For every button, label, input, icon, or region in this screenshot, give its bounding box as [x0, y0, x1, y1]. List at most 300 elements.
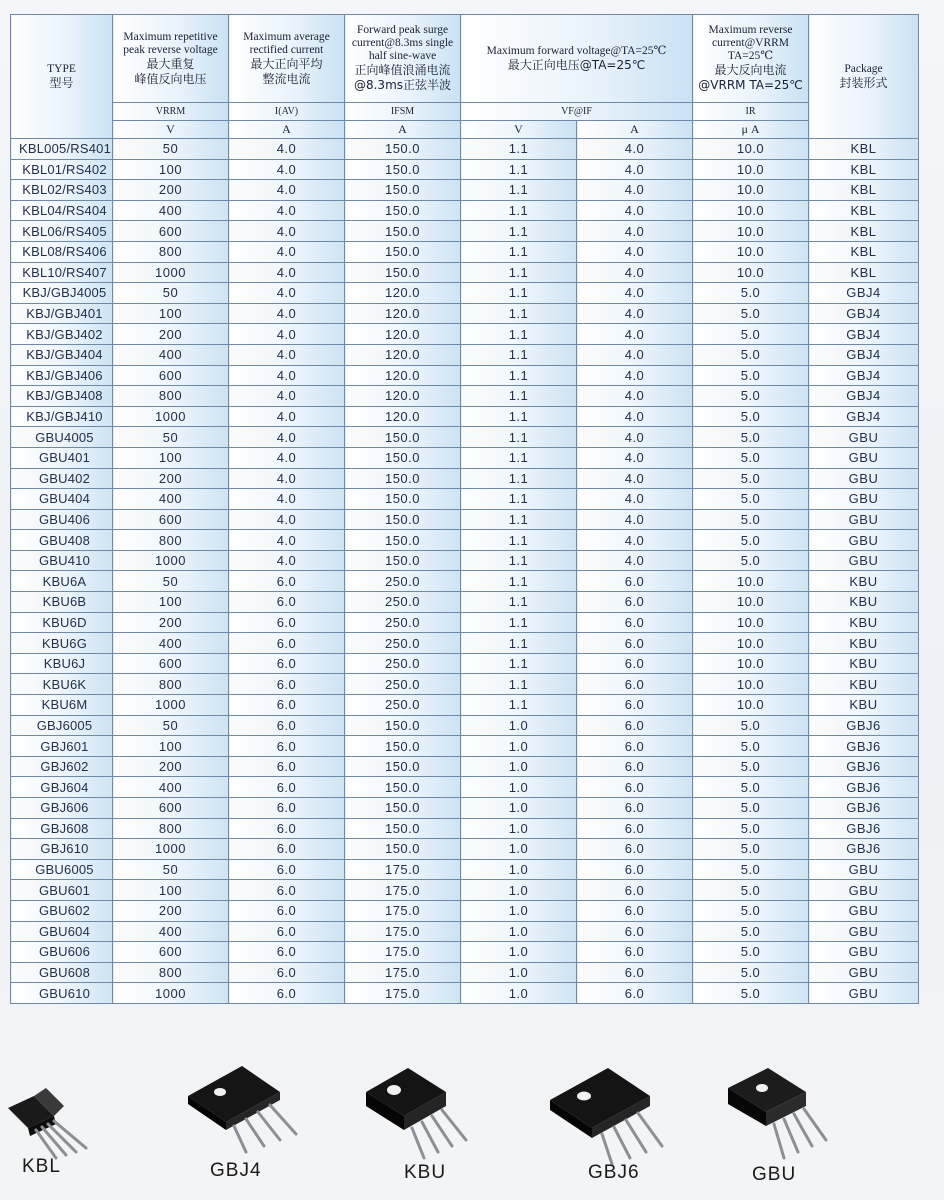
cell-vf: 1.1: [461, 386, 577, 407]
cell-ifsm: 150.0: [345, 489, 461, 510]
table-row: [11, 777, 919, 798]
cell-ifsm: 250.0: [345, 674, 461, 695]
cell-type: KBL02/RS403: [11, 180, 113, 201]
symbol-iav: I(AV): [229, 103, 345, 121]
table-row: [11, 159, 919, 180]
cell-vf: 1.0: [461, 900, 577, 921]
cell-iav: 6.0: [229, 798, 345, 819]
table-row: [11, 324, 919, 345]
cell-type: KBL04/RS404: [11, 200, 113, 221]
cell-type: GBU602: [11, 900, 113, 921]
cell-iav: 6.0: [229, 859, 345, 880]
cell-vf: 1.0: [461, 736, 577, 757]
kbu-package-icon: [360, 1042, 480, 1162]
cell-vrrm: 200: [113, 756, 229, 777]
cell-ir: 5.0: [693, 550, 809, 571]
cell-iav: 4.0: [229, 468, 345, 489]
cell-ir: 5.0: [693, 715, 809, 736]
cell-package: KBU: [809, 674, 919, 695]
cell-if: 4.0: [577, 365, 693, 386]
cell-if: 4.0: [577, 200, 693, 221]
table-row: [11, 756, 919, 777]
cell-vf: 1.1: [461, 530, 577, 551]
cell-if: 4.0: [577, 324, 693, 345]
cell-vrrm: 200: [113, 324, 229, 345]
cell-ir: 5.0: [693, 489, 809, 510]
cell-ir: 10.0: [693, 221, 809, 242]
table-row: [11, 633, 919, 654]
cell-if: 4.0: [577, 489, 693, 510]
cell-iav: 4.0: [229, 509, 345, 530]
cell-vf: 1.1: [461, 447, 577, 468]
package-label-kbu: KBU: [404, 1162, 447, 1183]
cell-package: GBU: [809, 962, 919, 983]
package-header-en: Package: [844, 62, 883, 75]
cell-iav: 4.0: [229, 262, 345, 283]
cell-vrrm: 100: [113, 880, 229, 901]
cell-ir: 10.0: [693, 674, 809, 695]
cell-ir: 5.0: [693, 283, 809, 304]
cell-iav: 6.0: [229, 592, 345, 613]
ir-header-en2: current@VRRM: [712, 37, 790, 49]
cell-vrrm: 1000: [113, 406, 229, 427]
cell-if: 4.0: [577, 386, 693, 407]
cell-vf: 1.1: [461, 592, 577, 613]
cell-type: KBJ/GBJ410: [11, 406, 113, 427]
cell-vrrm: 1000: [113, 983, 229, 1004]
cell-vrrm: 50: [113, 715, 229, 736]
cell-ir: 5.0: [693, 303, 809, 324]
table-row: [11, 386, 919, 407]
cell-vf: 1.1: [461, 262, 577, 283]
cell-ifsm: 150.0: [345, 550, 461, 571]
table-row: [11, 653, 919, 674]
cell-package: GBJ6: [809, 798, 919, 819]
cell-vrrm: 600: [113, 942, 229, 963]
cell-ifsm: 175.0: [345, 900, 461, 921]
cell-type: GBU408: [11, 530, 113, 551]
cell-vrrm: 400: [113, 633, 229, 654]
cell-vf: 1.1: [461, 324, 577, 345]
cell-package: GBU: [809, 900, 919, 921]
unit-vf: V: [461, 121, 577, 139]
cell-ifsm: 150.0: [345, 139, 461, 160]
cell-ifsm: 150.0: [345, 798, 461, 819]
cell-iav: 4.0: [229, 365, 345, 386]
cell-ir: 5.0: [693, 468, 809, 489]
cell-vf: 1.0: [461, 756, 577, 777]
package-label-gbu: GBU: [752, 1164, 797, 1185]
table-row: [11, 344, 919, 365]
cell-if: 6.0: [577, 818, 693, 839]
cell-vrrm: 800: [113, 530, 229, 551]
cell-package: GBU: [809, 447, 919, 468]
table-row: [11, 695, 919, 716]
cell-package: GBJ4: [809, 344, 919, 365]
cell-ir: 5.0: [693, 962, 809, 983]
cell-vrrm: 600: [113, 509, 229, 530]
cell-ifsm: 150.0: [345, 736, 461, 757]
vf-header-en: Maximum forward voltage@TA=25℃: [486, 44, 667, 57]
cell-ifsm: 150.0: [345, 241, 461, 262]
cell-ifsm: 150.0: [345, 427, 461, 448]
cell-ir: 5.0: [693, 447, 809, 468]
symbol-ir: IR: [693, 103, 809, 121]
cell-ir: 10.0: [693, 653, 809, 674]
cell-ifsm: 175.0: [345, 942, 461, 963]
vrrm-header-zh2: 峰值反向电压: [134, 71, 207, 86]
cell-if: 4.0: [577, 180, 693, 201]
spec-table-body: [11, 139, 919, 1004]
cell-vrrm: 600: [113, 221, 229, 242]
ir-header-zh1: 最大反向电流: [714, 63, 787, 77]
vrrm-header-zh1: 最大重复: [146, 56, 195, 71]
cell-vrrm: 400: [113, 344, 229, 365]
cell-if: 6.0: [577, 859, 693, 880]
cell-vrrm: 200: [113, 612, 229, 633]
cell-ir: 10.0: [693, 633, 809, 654]
cell-vrrm: 50: [113, 139, 229, 160]
cell-ir: 5.0: [693, 509, 809, 530]
cell-ifsm: 120.0: [345, 365, 461, 386]
cell-package: GBU: [809, 983, 919, 1004]
cell-iav: 6.0: [229, 777, 345, 798]
col-header-type: [11, 15, 113, 139]
cell-ir: 10.0: [693, 592, 809, 613]
cell-type: KBJ/GBJ406: [11, 365, 113, 386]
cell-iav: 6.0: [229, 653, 345, 674]
cell-ir: 5.0: [693, 756, 809, 777]
cell-vf: 1.1: [461, 221, 577, 242]
cell-vf: 1.1: [461, 633, 577, 654]
cell-type: GBU410: [11, 550, 113, 571]
cell-type: KBJ/GBJ402: [11, 324, 113, 345]
table-row: [11, 859, 919, 880]
cell-vrrm: 800: [113, 962, 229, 983]
cell-package: KBU: [809, 633, 919, 654]
unit-ifsm: A: [345, 121, 461, 139]
cell-vf: 1.1: [461, 571, 577, 592]
cell-if: 6.0: [577, 715, 693, 736]
table-row: [11, 530, 919, 551]
cell-ifsm: 250.0: [345, 695, 461, 716]
cell-package: GBJ4: [809, 365, 919, 386]
cell-package: KBL: [809, 159, 919, 180]
col-header-iav: [229, 15, 345, 103]
header-row-main: [11, 15, 919, 103]
vrrm-header-en1: Maximum repetitive: [123, 30, 218, 43]
cell-ir: 5.0: [693, 777, 809, 798]
table-row: [11, 880, 919, 901]
cell-if: 4.0: [577, 468, 693, 489]
cell-if: 6.0: [577, 880, 693, 901]
table-row: [11, 715, 919, 736]
cell-type: GBJ6005: [11, 715, 113, 736]
cell-iav: 6.0: [229, 633, 345, 654]
cell-package: KBU: [809, 592, 919, 613]
cell-ir: 10.0: [693, 159, 809, 180]
cell-vf: 1.1: [461, 344, 577, 365]
table-row: [11, 303, 919, 324]
cell-ir: 10.0: [693, 180, 809, 201]
cell-type: GBJ602: [11, 756, 113, 777]
cell-vrrm: 200: [113, 900, 229, 921]
cell-ifsm: 150.0: [345, 839, 461, 860]
cell-vrrm: 1000: [113, 262, 229, 283]
cell-ir: 5.0: [693, 942, 809, 963]
cell-type: GBU606: [11, 942, 113, 963]
cell-vrrm: 100: [113, 303, 229, 324]
cell-vf: 1.1: [461, 159, 577, 180]
cell-vrrm: 200: [113, 180, 229, 201]
package-header-zh: 封装形式: [839, 75, 888, 90]
table-row: [11, 839, 919, 860]
table-row: [11, 983, 919, 1004]
cell-vrrm: 1000: [113, 839, 229, 860]
cell-ir: 10.0: [693, 612, 809, 633]
symbol-ifsm: IFSM: [345, 103, 461, 121]
cell-ir: 5.0: [693, 427, 809, 448]
cell-ifsm: 150.0: [345, 159, 461, 180]
cell-vf: 1.1: [461, 509, 577, 530]
cell-package: GBU: [809, 427, 919, 448]
cell-if: 6.0: [577, 798, 693, 819]
table-row: [11, 798, 919, 819]
ifsm-header-en2: current@8.3ms single: [351, 37, 454, 49]
package-label-gbj4: GBJ4: [210, 1160, 262, 1181]
cell-iav: 4.0: [229, 303, 345, 324]
cell-ir: 5.0: [693, 818, 809, 839]
cell-iav: 6.0: [229, 818, 345, 839]
cell-ifsm: 150.0: [345, 818, 461, 839]
cell-vf: 1.1: [461, 653, 577, 674]
cell-vrrm: 1000: [113, 550, 229, 571]
cell-if: 6.0: [577, 756, 693, 777]
cell-ir: 5.0: [693, 921, 809, 942]
ifsm-header-en3: half sine-wave: [368, 50, 437, 62]
cell-type: GBJ610: [11, 839, 113, 860]
cell-vrrm: 400: [113, 921, 229, 942]
table-row: [11, 921, 919, 942]
cell-type: GBJ606: [11, 798, 113, 819]
cell-ifsm: 250.0: [345, 571, 461, 592]
cell-iav: 4.0: [229, 447, 345, 468]
header-row-units: [11, 121, 919, 139]
cell-if: 4.0: [577, 139, 693, 160]
table-row: [11, 241, 919, 262]
cell-type: GBJ601: [11, 736, 113, 757]
cell-package: GBU: [809, 530, 919, 551]
cell-if: 6.0: [577, 736, 693, 757]
cell-ifsm: 150.0: [345, 221, 461, 242]
table-row: [11, 200, 919, 221]
cell-type: GBU406: [11, 509, 113, 530]
cell-vf: 1.1: [461, 468, 577, 489]
unit-if: A: [577, 121, 693, 139]
cell-package: GBJ6: [809, 756, 919, 777]
cell-ir: 10.0: [693, 262, 809, 283]
cell-if: 4.0: [577, 283, 693, 304]
cell-vf: 1.1: [461, 283, 577, 304]
cell-package: GBU: [809, 468, 919, 489]
cell-iav: 4.0: [229, 427, 345, 448]
cell-package: GBJ4: [809, 406, 919, 427]
type-header-en: TYPE: [47, 62, 76, 75]
cell-ir: 5.0: [693, 859, 809, 880]
cell-vf: 1.0: [461, 962, 577, 983]
cell-if: 6.0: [577, 571, 693, 592]
table-row: [11, 447, 919, 468]
cell-package: KBL: [809, 221, 919, 242]
cell-ir: 10.0: [693, 139, 809, 160]
cell-iav: 4.0: [229, 139, 345, 160]
cell-type: GBJ604: [11, 777, 113, 798]
cell-package: GBJ4: [809, 283, 919, 304]
iav-header-zh1: 最大正向平均: [250, 56, 323, 71]
cell-ir: 5.0: [693, 900, 809, 921]
cell-ir: 5.0: [693, 839, 809, 860]
cell-iav: 6.0: [229, 571, 345, 592]
cell-package: GBJ6: [809, 736, 919, 757]
cell-ifsm: 150.0: [345, 200, 461, 221]
unit-iav: A: [229, 121, 345, 139]
table-row: [11, 592, 919, 613]
iav-header-zh2: 整流电流: [262, 71, 311, 86]
table-row: [11, 468, 919, 489]
ifsm-header-zh2: @8.3ms正弦半波: [353, 78, 452, 92]
cell-type: GBU402: [11, 468, 113, 489]
cell-iav: 4.0: [229, 221, 345, 242]
cell-if: 6.0: [577, 695, 693, 716]
cell-ir: 5.0: [693, 983, 809, 1004]
table-row: [11, 180, 919, 201]
cell-type: KBL08/RS406: [11, 241, 113, 262]
cell-package: GBJ6: [809, 715, 919, 736]
iav-header-en2: rectified current: [249, 43, 324, 56]
cell-ifsm: 150.0: [345, 715, 461, 736]
cell-vf: 1.1: [461, 612, 577, 633]
cell-if: 4.0: [577, 530, 693, 551]
cell-ir: 5.0: [693, 406, 809, 427]
cell-type: KBU6J: [11, 653, 113, 674]
cell-type: KBJ/GBJ401: [11, 303, 113, 324]
cell-vrrm: 400: [113, 489, 229, 510]
cell-vrrm: 600: [113, 365, 229, 386]
cell-iav: 4.0: [229, 283, 345, 304]
cell-ifsm: 175.0: [345, 921, 461, 942]
cell-package: KBL: [809, 200, 919, 221]
cell-type: GBJ608: [11, 818, 113, 839]
cell-if: 6.0: [577, 674, 693, 695]
cell-vrrm: 800: [113, 674, 229, 695]
cell-ifsm: 120.0: [345, 324, 461, 345]
cell-if: 4.0: [577, 427, 693, 448]
table-row: [11, 900, 919, 921]
cell-vrrm: 1000: [113, 695, 229, 716]
cell-iav: 6.0: [229, 674, 345, 695]
table-row: [11, 962, 919, 983]
cell-iav: 6.0: [229, 612, 345, 633]
cell-ifsm: 175.0: [345, 859, 461, 880]
package-illustrations: [0, 1030, 944, 1200]
cell-package: KBL: [809, 262, 919, 283]
ifsm-header-en1: Forward peak surge: [356, 24, 449, 36]
cell-ifsm: 175.0: [345, 962, 461, 983]
table-row: [11, 365, 919, 386]
cell-type: GBU4005: [11, 427, 113, 448]
col-header-ir: [693, 15, 809, 103]
gbj4-package-icon: [184, 1036, 314, 1156]
cell-if: 4.0: [577, 344, 693, 365]
cell-iav: 4.0: [229, 550, 345, 571]
cell-ifsm: 175.0: [345, 880, 461, 901]
iav-header-en1: Maximum average: [243, 30, 330, 43]
cell-vf: 1.1: [461, 427, 577, 448]
cell-vf: 1.0: [461, 715, 577, 736]
cell-if: 6.0: [577, 592, 693, 613]
cell-vf: 1.1: [461, 550, 577, 571]
ir-header-en1: Maximum reverse: [708, 24, 793, 36]
cell-if: 6.0: [577, 921, 693, 942]
cell-package: KBU: [809, 612, 919, 633]
cell-ir: 5.0: [693, 324, 809, 345]
kbl-package-icon: [6, 1060, 96, 1170]
table-row: [11, 550, 919, 571]
cell-ifsm: 250.0: [345, 592, 461, 613]
cell-if: 6.0: [577, 612, 693, 633]
cell-iav: 4.0: [229, 406, 345, 427]
cell-vrrm: 100: [113, 159, 229, 180]
cell-iav: 6.0: [229, 900, 345, 921]
cell-vrrm: 800: [113, 241, 229, 262]
gbu-package-icon: [722, 1044, 842, 1164]
cell-ir: 5.0: [693, 880, 809, 901]
cell-ir: 5.0: [693, 386, 809, 407]
cell-package: GBJ6: [809, 777, 919, 798]
cell-if: 6.0: [577, 900, 693, 921]
col-header-ifsm: [345, 15, 461, 103]
symbol-vf: VF@IF: [461, 103, 693, 121]
cell-ifsm: 250.0: [345, 653, 461, 674]
vrrm-header-en2: peak reverse voltage: [123, 43, 218, 56]
cell-vf: 1.0: [461, 859, 577, 880]
ir-header-en3: TA=25℃: [727, 50, 774, 62]
cell-package: GBU: [809, 550, 919, 571]
ir-header-zh2: @VRRM TA=25℃: [698, 78, 803, 92]
cell-vf: 1.0: [461, 777, 577, 798]
cell-type: KBL01/RS402: [11, 159, 113, 180]
cell-vf: 1.1: [461, 674, 577, 695]
cell-iav: 6.0: [229, 942, 345, 963]
cell-package: GBU: [809, 859, 919, 880]
cell-type: GBU401: [11, 447, 113, 468]
cell-type: KBU6K: [11, 674, 113, 695]
cell-vf: 1.0: [461, 839, 577, 860]
cell-if: 4.0: [577, 550, 693, 571]
cell-type: GBU6005: [11, 859, 113, 880]
cell-type: GBU604: [11, 921, 113, 942]
cell-iav: 6.0: [229, 983, 345, 1004]
cell-iav: 4.0: [229, 180, 345, 201]
cell-iav: 4.0: [229, 344, 345, 365]
cell-if: 6.0: [577, 777, 693, 798]
gbj6-package-icon: [544, 1038, 674, 1168]
table-row: [11, 942, 919, 963]
cell-ir: 10.0: [693, 200, 809, 221]
cell-vf: 1.0: [461, 983, 577, 1004]
cell-vrrm: 50: [113, 283, 229, 304]
cell-ifsm: 120.0: [345, 344, 461, 365]
